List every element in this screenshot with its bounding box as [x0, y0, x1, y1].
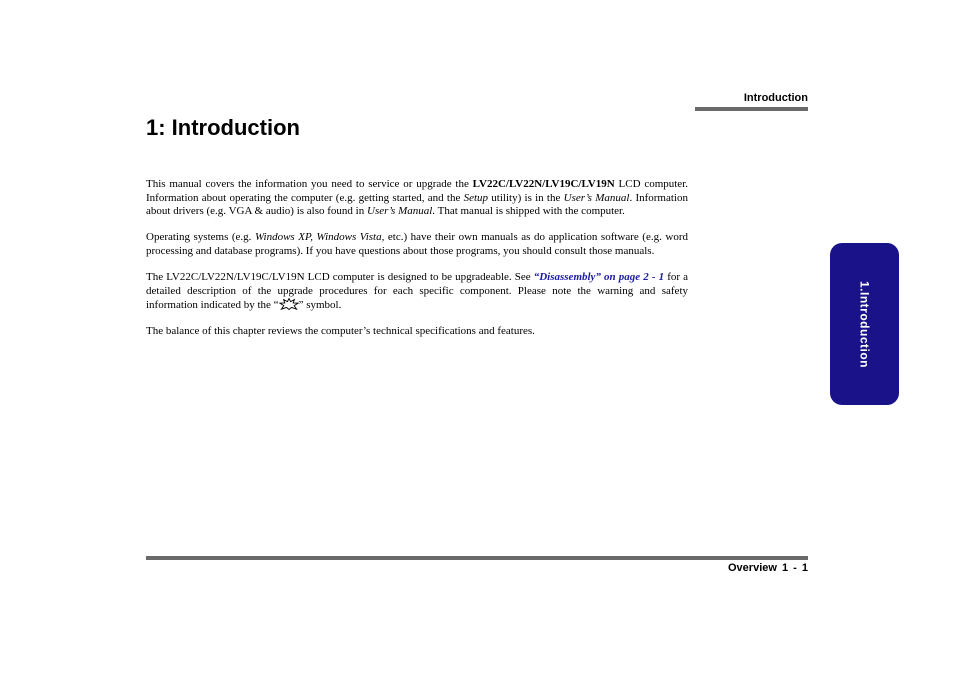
- users-manual-term: User’s Manual: [563, 191, 630, 204]
- footer-rule: [146, 556, 808, 560]
- p3-text-c: ” symbol.: [298, 299, 342, 312]
- body-text: [146, 178, 688, 351]
- users-manual-term-2: User’s Manual: [367, 205, 433, 218]
- model-name: LV22C/LV22N/LV19C/LV19N: [472, 178, 615, 190]
- chapter-side-tab: [830, 243, 899, 405]
- p1-text-b: LCD computer. Information about operating the computer (e.g. getting started, and the: [146, 178, 688, 204]
- p3-text-a: The LV22C/LV22N/LV19C/LV19N LCD computer is designed to be upgradeable. See: [146, 270, 534, 283]
- header-rule: [695, 107, 808, 111]
- p3-text-b: for a detailed description of the upgrade procedures for each specific component. Please note the warning and safety information indicated by the “: [146, 270, 688, 312]
- p1-text-d: . Information about drivers (e.g. VGA & audio) is also found in: [146, 191, 688, 218]
- setup-term: Setup: [463, 191, 489, 204]
- disassembly-link[interactable]: “Disassembly” on page 2 - 1: [533, 270, 665, 283]
- p1-text-c: utility) is in the: [488, 191, 564, 204]
- p1-text-a: This manual covers the information you need to service or upgrade the: [146, 178, 473, 190]
- page-number: Overview 1 - 1: [728, 562, 808, 574]
- p1-text-e: . That manual is shipped with the computer.: [432, 205, 625, 218]
- side-tab-label: 1.Introduction: [857, 280, 872, 368]
- running-header: Introduction: [743, 92, 808, 104]
- page-title: 1: Introduction: [146, 115, 300, 140]
- paragraph-3: [146, 271, 688, 313]
- warning-splat-icon: [279, 298, 299, 310]
- os-names: Windows XP, Windows Vista,: [254, 231, 385, 244]
- p2-text-b: etc.) have their own manuals as do application software (e.g. word processing and database programs). If you have questions about those programs, you should consult those manuals.: [146, 231, 688, 257]
- paragraph-2: [146, 231, 688, 258]
- p2-text-a: Operating systems (e.g.: [146, 231, 255, 244]
- paragraph-1: [146, 178, 688, 219]
- paragraph-4: The balance of this chapter reviews the computer’s technical specifications and features.: [146, 325, 535, 338]
